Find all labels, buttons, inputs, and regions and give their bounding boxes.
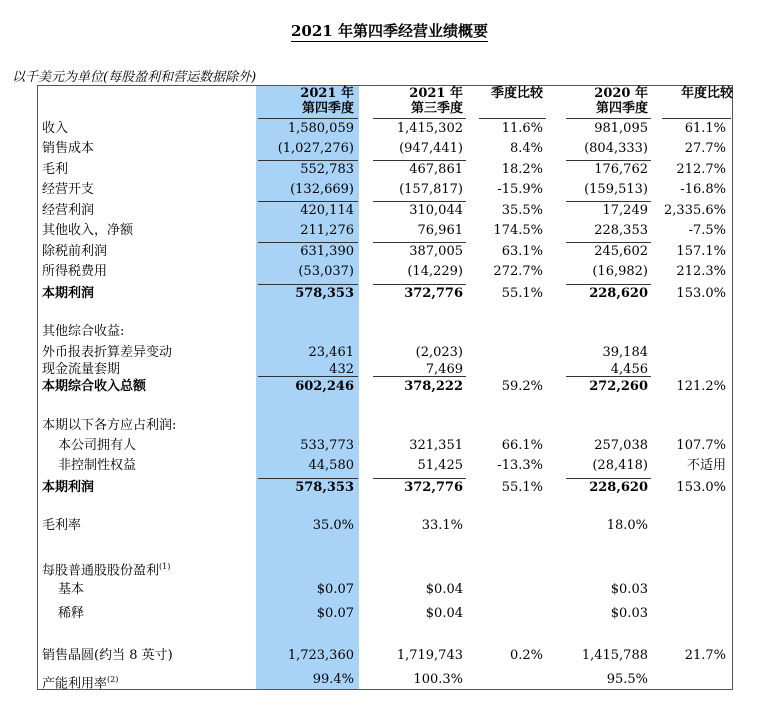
row-attrib-heading	[0, 416, 779, 436]
cell-yoy: 27.7%	[684, 141, 726, 156]
cell-q4-2020: (804,333)	[584, 141, 648, 156]
row-other-income	[0, 221, 779, 241]
cell-q4-2020: 1,415,788	[581, 648, 648, 663]
row-revenue	[0, 119, 779, 139]
cell-yoy: -7.5%	[688, 223, 726, 238]
row-eps-heading	[0, 557, 779, 577]
header-qoq: 季度比较	[490, 86, 543, 101]
cell-yoy: 不适用	[686, 458, 726, 473]
cell-q4-2021: 1,723,360	[287, 648, 354, 663]
section-heading: 其他综合收益:	[42, 324, 125, 339]
cell-q4-2020: 17,249	[602, 203, 648, 218]
cell-q3-2021: $0.04	[425, 582, 463, 597]
row-label: 本期综合收入总额	[42, 379, 147, 394]
cell-qoq: 35.5%	[501, 203, 543, 218]
row-label: 毛利	[42, 162, 69, 177]
cell-q4-2020: 228,353	[594, 223, 648, 238]
cell-q4-2020: 245,602	[594, 244, 648, 259]
cell-q4-2020: 39,184	[602, 345, 648, 360]
row-label: 其他收入，净额	[42, 223, 134, 238]
row-label: 销售成本	[42, 141, 95, 156]
row-label: 基本	[58, 582, 85, 597]
cell-q4-2021: 420,114	[300, 203, 354, 218]
cell-qoq: 66.1%	[501, 438, 543, 453]
cell-q4-2020: $0.03	[610, 582, 648, 597]
cell-q3-2021: 387,005	[409, 244, 463, 259]
cell-q3-2021: $0.04	[425, 606, 463, 621]
cell-q3-2021: 372,776	[404, 286, 463, 301]
cell-q4-2021: 1,580,059	[287, 121, 354, 136]
row-profit-period-2	[0, 478, 779, 498]
cell-q4-2021: 533,773	[300, 438, 354, 453]
row-label: 经营开支	[42, 182, 95, 197]
row-total-comprehensive	[0, 377, 779, 397]
row-label: 经营利润	[42, 203, 95, 218]
header-q4-2020: 2020 年 第四季度	[594, 86, 648, 116]
row-profit-period	[0, 284, 779, 304]
cell-q4-2021: (1,027,276)	[277, 141, 354, 156]
row-operating-profit	[0, 201, 779, 221]
cell-q4-2021: 23,461	[308, 345, 354, 360]
row-label: 产能利用率$^{(2)}$	[42, 675, 119, 692]
row-label: 现金流量套期	[42, 362, 121, 377]
cell-q4-2020: (28,418)	[592, 458, 648, 473]
cell-yoy: 107.7%	[676, 438, 726, 453]
cell-q4-2021: 44,580	[308, 458, 354, 473]
cell-qoq: 174.5%	[493, 223, 543, 238]
cell-q4-2020: 228,620	[589, 480, 648, 495]
cell-q3-2021: 321,351	[409, 438, 463, 453]
cell-q4-2021: (132,669)	[290, 182, 354, 197]
cell-qoq: 18.2%	[501, 162, 543, 177]
cell-q4-2020: 18.0%	[606, 518, 648, 533]
cell-q3-2021: 1,719,743	[396, 648, 463, 663]
cell-q4-2021: 99.4%	[312, 672, 354, 687]
row-diluted	[0, 604, 779, 624]
row-label: 销售晶圆(约当 8 英寸)	[42, 648, 173, 663]
header-yoy: 年度比较	[680, 86, 733, 101]
cell-q4-2020: 981,095	[594, 121, 648, 136]
row-wafers	[0, 646, 779, 666]
row-income-tax	[0, 262, 779, 282]
cell-yoy: 21.7%	[684, 648, 726, 663]
cell-q4-2020: 95.5%	[606, 672, 648, 687]
cell-qoq: 59.2%	[501, 379, 543, 394]
cell-yoy: 2,335.6%	[664, 203, 726, 218]
row-label: 毛利率	[42, 518, 82, 533]
cell-q3-2021: 378,222	[404, 379, 463, 394]
cell-q4-2021: 552,783	[300, 162, 354, 177]
cell-qoq: -15.9%	[497, 182, 543, 197]
cell-qoq: 55.1%	[501, 286, 543, 301]
cell-q4-2020: 228,620	[589, 286, 648, 301]
cell-q4-2020: 272,260	[589, 379, 648, 394]
cell-yoy: -16.8%	[680, 182, 726, 197]
cell-qoq: 272.7%	[493, 264, 543, 279]
row-label: 稀释	[58, 606, 85, 621]
cell-q4-2020: 257,038	[594, 438, 648, 453]
row-label: 除税前利润	[42, 244, 108, 259]
row-utilization	[0, 670, 779, 690]
cell-qoq: 8.4%	[509, 141, 543, 156]
cell-q3-2021: (2,023)	[415, 345, 463, 360]
cell-yoy: 212.3%	[676, 264, 726, 279]
cell-q3-2021: 310,044	[409, 203, 463, 218]
row-label: 所得税费用	[42, 264, 108, 279]
cell-qoq: 0.2%	[509, 648, 543, 663]
cell-q4-2021: 432	[329, 362, 354, 377]
footnote-marker: (2)	[107, 675, 119, 684]
cell-q4-2021: 578,353	[295, 286, 354, 301]
cell-yoy: 121.2%	[676, 379, 726, 394]
report-title: 2021 年第四季经营业绩概要	[291, 22, 488, 40]
cell-q3-2021: (14,229)	[407, 264, 463, 279]
header-q4-2021: 2021 年 第四季度	[300, 86, 354, 116]
cell-q4-2021: 631,390	[300, 244, 354, 259]
cell-q4-2021: (53,037)	[298, 264, 354, 279]
row-label: 外币报表折算差异变动	[42, 345, 173, 360]
cell-q3-2021: 1,415,302	[396, 121, 463, 136]
row-oci-heading	[0, 322, 779, 342]
row-label: 本期利润	[42, 480, 95, 495]
cell-yoy: 153.0%	[676, 286, 726, 301]
row-gross-margin	[0, 516, 779, 536]
cell-yoy: 212.7%	[676, 162, 726, 177]
cell-q3-2021: 7,469	[425, 362, 463, 377]
cell-q4-2020: 176,762	[594, 162, 648, 177]
cell-qoq: 63.1%	[501, 244, 543, 259]
cell-q3-2021: 467,861	[409, 162, 463, 177]
cell-qoq: 11.6%	[501, 121, 543, 136]
row-label: 本公司拥有人	[58, 438, 137, 453]
row-profit-before-tax	[0, 242, 779, 262]
cell-q3-2021: 372,776	[404, 480, 463, 495]
row-owners	[0, 436, 779, 456]
cell-q4-2021: $0.07	[316, 606, 354, 621]
cell-q3-2021: 76,961	[417, 223, 463, 238]
cell-yoy: 153.0%	[676, 480, 726, 495]
row-label: 非控制性权益	[58, 458, 137, 473]
section-heading: 本期以下各方应占利润:	[42, 418, 177, 433]
cell-q4-2021: 35.0%	[312, 518, 354, 533]
cell-q3-2021: (947,441)	[399, 141, 463, 156]
row-label: 本期利润	[42, 286, 95, 301]
cell-q3-2021: 100.3%	[413, 672, 463, 687]
header-q3-2021: 2021 年 第三季度	[409, 86, 463, 116]
cell-yoy: 157.1%	[676, 244, 726, 259]
cell-q4-2020: (159,513)	[584, 182, 648, 197]
unit-note: 以千美元为单位(每股盈利和营运数据除外)	[12, 70, 257, 85]
cell-q4-2020: $0.03	[610, 606, 648, 621]
cell-q3-2021: 33.1%	[421, 518, 463, 533]
footnote-marker: (1)	[159, 562, 171, 571]
row-label: 收入	[42, 121, 69, 136]
cell-qoq: 55.1%	[501, 480, 543, 495]
cell-q4-2021: 578,353	[295, 480, 354, 495]
row-nci	[0, 456, 779, 476]
row-basic	[0, 580, 779, 600]
cell-q3-2021: (157,817)	[399, 182, 463, 197]
row-gross-profit	[0, 160, 779, 180]
section-heading: 每股普通股股份盈利$^{(1)}$	[42, 562, 171, 579]
cell-q4-2021: 602,246	[295, 379, 354, 394]
cell-q3-2021: 51,425	[417, 458, 463, 473]
cell-q4-2021: 211,276	[300, 223, 354, 238]
cell-qoq: -13.3%	[497, 458, 543, 473]
cell-yoy: 61.1%	[684, 121, 726, 136]
cell-q4-2020: (16,982)	[592, 264, 648, 279]
row-cost-of-sales	[0, 139, 779, 159]
row-operating-expenses	[0, 180, 779, 200]
cell-q4-2020: 4,456	[610, 362, 648, 377]
cell-q4-2021: $0.07	[316, 582, 354, 597]
